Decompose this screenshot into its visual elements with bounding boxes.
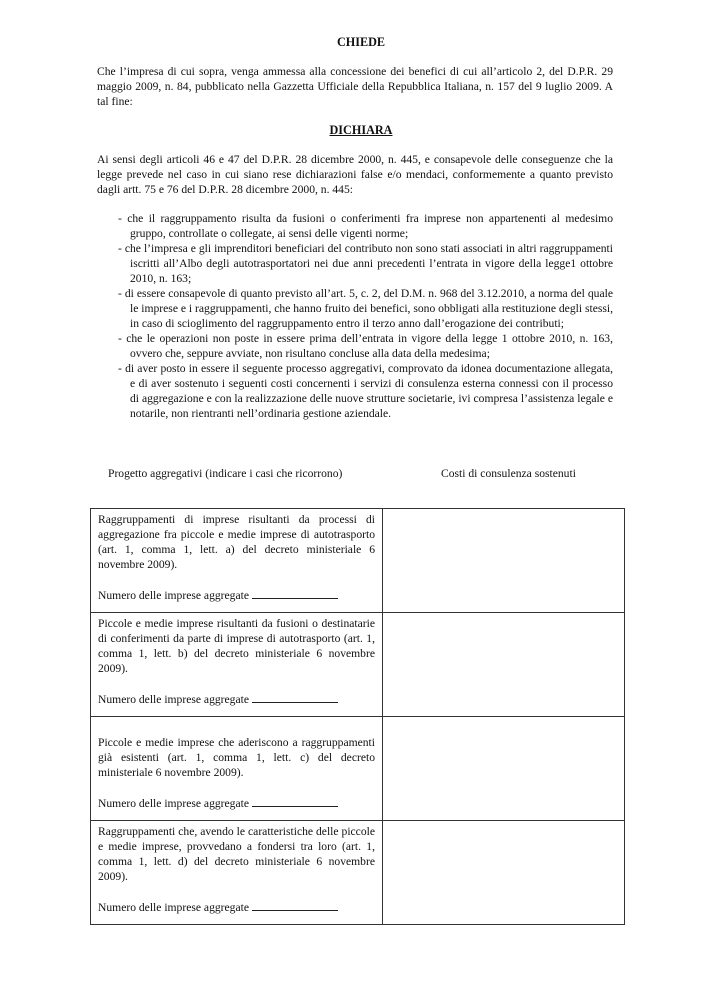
declaration-item: - che le operazioni non poste in essere prima dell’entrata in vigore della legge 1 ottobre 2010, n. 163, ovvero che, seppure avviate, non risultano concluse alla data della medesima; [118, 332, 613, 360]
company-count-line [98, 795, 375, 811]
table-row [91, 613, 625, 717]
project-description: Piccole e medie imprese risultanti da fusioni o destinatarie di conferimenti da parte di imprese di autotrasporto (art. 1, comma 1, lett. b) del decreto ministeriale 6 novembre 2009). [98, 617, 375, 675]
cost-cell[interactable] [383, 613, 625, 717]
declaration-list [118, 211, 613, 421]
declaration-item: - che l’impresa e gli imprenditori beneficiari del contributo non sono stati associati in altri raggruppamenti iscritti all’Albo degli autotrasportatori nei due anni precedenti l’entrata in vigore della legge1 ottobre 2010, n. 163; [118, 242, 613, 285]
heading-dichiara: DICHIARA [329, 123, 393, 137]
cost-cell[interactable] [383, 821, 625, 925]
table-header-project: Progetto aggregativi (indicare i casi che ricorrono) [108, 467, 343, 480]
paragraph-dichiara: Ai sensi degli articoli 46 e 47 del D.P.R. 28 dicembre 2000, n. 445, e consapevole delle conseguenze che la legge prevede nel caso in cui siano rese dichiarazioni false e/o mendaci, conformemente a quanto previsto dagli artt. 75 e 76 del D.P.R. 28 dicembre 2000, n. 445: [97, 153, 613, 196]
company-count-label: Numero delle imprese aggregate [98, 589, 249, 602]
project-description-cell [91, 821, 383, 925]
project-description-cell [91, 717, 383, 821]
cost-cell[interactable] [383, 509, 625, 613]
company-count-field[interactable] [252, 691, 338, 703]
project-description: Raggruppamenti che, avendo le caratteristiche delle piccole e medie imprese, provvedano a fondersi tra loro (art. 1, comma 1, lett. d) del decreto ministeriale 6 novembre 2009). [98, 825, 375, 883]
company-count-label: Numero delle imprese aggregate [98, 693, 249, 706]
company-count-line [98, 587, 375, 603]
company-count-label: Numero delle imprese aggregate [98, 901, 249, 914]
table-row [91, 821, 625, 925]
project-description-cell [91, 509, 383, 613]
aggregation-table [90, 508, 625, 925]
cost-cell[interactable] [383, 717, 625, 821]
project-description: Raggruppamenti di imprese risultanti da processi di aggregazione fra piccole e medie imprese di autotrasporto (art. 1, comma 1, lett. a) del decreto ministeriale 6 novembre 2009). [98, 513, 375, 571]
project-description: Piccole e medie imprese che aderiscono a raggruppamenti già esistenti (art. 1, comma 1, lett. c) del decreto ministeriale 6 novembre 2009). [98, 736, 375, 779]
table-row [91, 509, 625, 613]
table-header-costs: Costi di consulenza sostenuti [441, 467, 576, 480]
company-count-field[interactable] [252, 587, 338, 599]
declaration-item: - di essere consapevole di quanto previsto all’art. 5, c. 2, del D.M. n. 968 del 3.12.2010, a norma del quale le imprese e i raggruppamenti, che hanno fruito dei benefici, sono obbligati alla restituzione degli stessi, in caso di scioglimento del raggruppamento entro il terzo anno dall’erogazione dei contributi; [118, 287, 613, 330]
heading-chiede: CHIEDE [336, 35, 386, 49]
company-count-field[interactable] [252, 795, 338, 807]
declaration-item: - di aver posto in essere il seguente processo aggregativi, comprovato da idonea documentazione allegata, e di aver sostenuto i seguenti costi concernenti i servizi di consulenza esterna connessi con il processo di aggregazione e con la realizzazione delle nuove strutture societarie, ivi compresa l’assistenza legale e notarile, non rientranti nell’ordinaria gestione aziendale. [118, 362, 613, 420]
paragraph-chiede: Che l’impresa di cui sopra, venga ammessa alla concessione dei benefici di cui all’articolo 2, del D.P.R. 29 maggio 2009, n. 84, pubblicato nella Gazzetta Ufficiale della Repubblica Italiana, n. 157 del 9 luglio 2009. A tal fine: [97, 65, 613, 108]
project-description-cell [91, 613, 383, 717]
company-count-line [98, 899, 375, 915]
company-count-field[interactable] [252, 899, 338, 911]
table-row [91, 717, 625, 821]
declaration-item: - che il raggruppamento risulta da fusioni o conferimenti fra imprese non appartenenti al medesimo gruppo, controllate o collegate, ai sensi delle vigenti norme; [118, 212, 613, 240]
company-count-label: Numero delle imprese aggregate [98, 797, 249, 810]
company-count-line [98, 691, 375, 707]
